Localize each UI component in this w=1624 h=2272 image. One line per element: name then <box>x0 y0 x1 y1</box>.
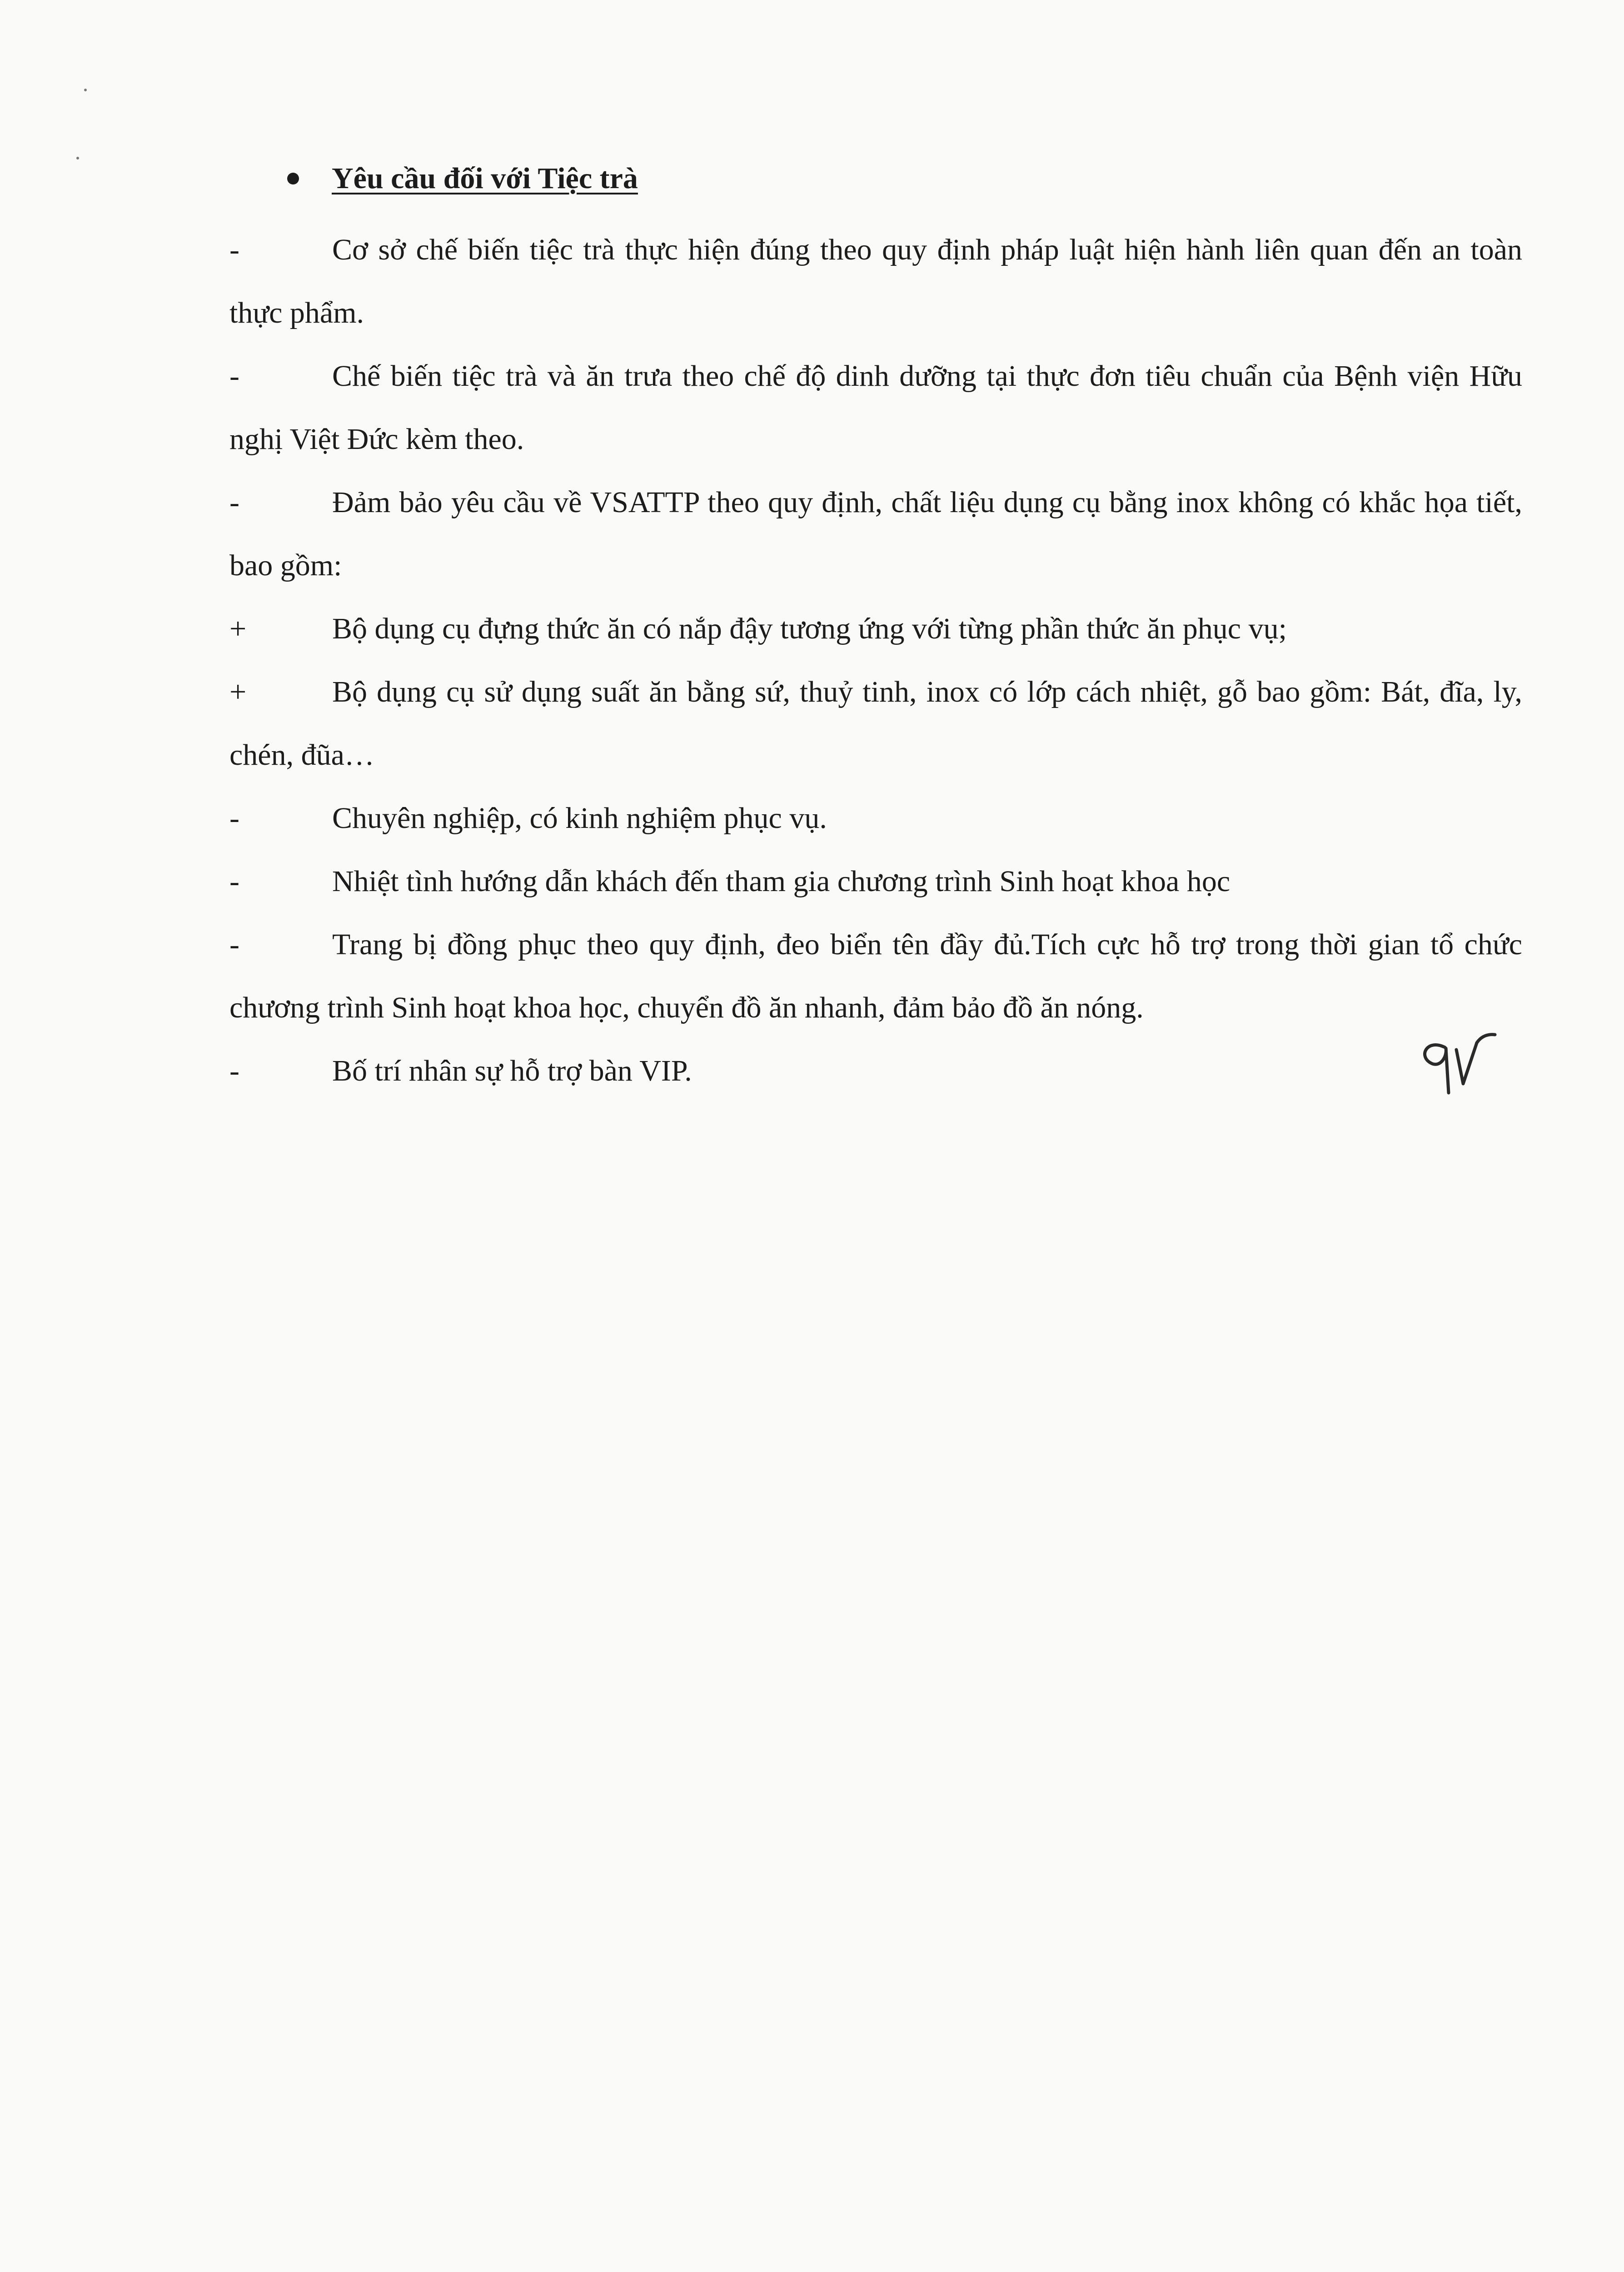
list-marker: + <box>229 675 247 708</box>
list-item-text: Cơ sở chế biến tiệc trà thực hiện đúng theo quy định pháp luật hiện hành liên quan đến an toàn thực phẩm. <box>229 233 1522 329</box>
list-marker: - <box>229 865 239 898</box>
list-item <box>229 787 1522 850</box>
list-item-text: Đảm bảo yêu cầu về VSATTP theo quy định, chất liệu dụng cụ bằng inox không có khắc họa tiết, bao gồm: <box>229 486 1522 582</box>
list-item <box>229 660 1522 787</box>
list-item-text: Nhiệt tình hướng dẫn khách đến tham gia chương trình Sinh hoạt khoa học <box>332 865 1230 898</box>
list-marker: - <box>229 359 239 393</box>
list-item-text: Bố trí nhân sự hỗ trợ bàn VIP. <box>332 1054 692 1087</box>
list-marker: - <box>229 486 239 519</box>
section-heading-text: Yêu cầu đối với Tiệc trà <box>332 162 638 195</box>
initials-signature <box>1413 1029 1499 1097</box>
scan-speck <box>84 89 87 91</box>
list-item <box>229 850 1522 913</box>
section-heading <box>287 161 638 196</box>
list-item <box>229 471 1522 597</box>
list-item-text: Trang bị đồng phục theo quy định, đeo biển tên đầy đủ.Tích cực hỗ trợ trong thời gian tổ chức chương trình Sinh hoạt khoa học, chuyển đồ ăn nhanh, đảm bảo đồ ăn nóng. <box>229 928 1522 1024</box>
list-marker: + <box>229 612 247 645</box>
list-item <box>229 1039 1522 1102</box>
list-marker: - <box>229 1054 239 1087</box>
list-item <box>229 218 1522 344</box>
list-marker: - <box>229 928 239 961</box>
list-item-text: Chế biến tiệc trà và ăn trưa theo chế độ dinh dưỡng tại thực đơn tiêu chuẩn của Bệnh viện Hữu nghị Việt Đức kèm theo. <box>229 359 1522 456</box>
list-marker: - <box>229 802 239 835</box>
list-item <box>229 913 1522 1039</box>
list-item-text: Chuyên nghiệp, có kinh nghiệm phục vụ. <box>332 802 827 835</box>
scan-speck <box>76 157 79 159</box>
list-item-text: Bộ dụng cụ đựng thức ăn có nắp đậy tương ứng với từng phần thức ăn phục vụ; <box>332 612 1287 645</box>
list-item <box>229 597 1522 660</box>
list-item <box>229 344 1522 471</box>
list-marker: - <box>229 233 239 266</box>
list-item-text: Bộ dụng cụ sử dụng suất ăn bằng sứ, thuỷ tinh, inox có lớp cách nhiệt, gỗ bao gồm: Bát, đĩa, ly, chén, đũa… <box>229 675 1522 772</box>
requirements-list <box>229 218 1522 1102</box>
bullet-icon <box>287 173 299 184</box>
